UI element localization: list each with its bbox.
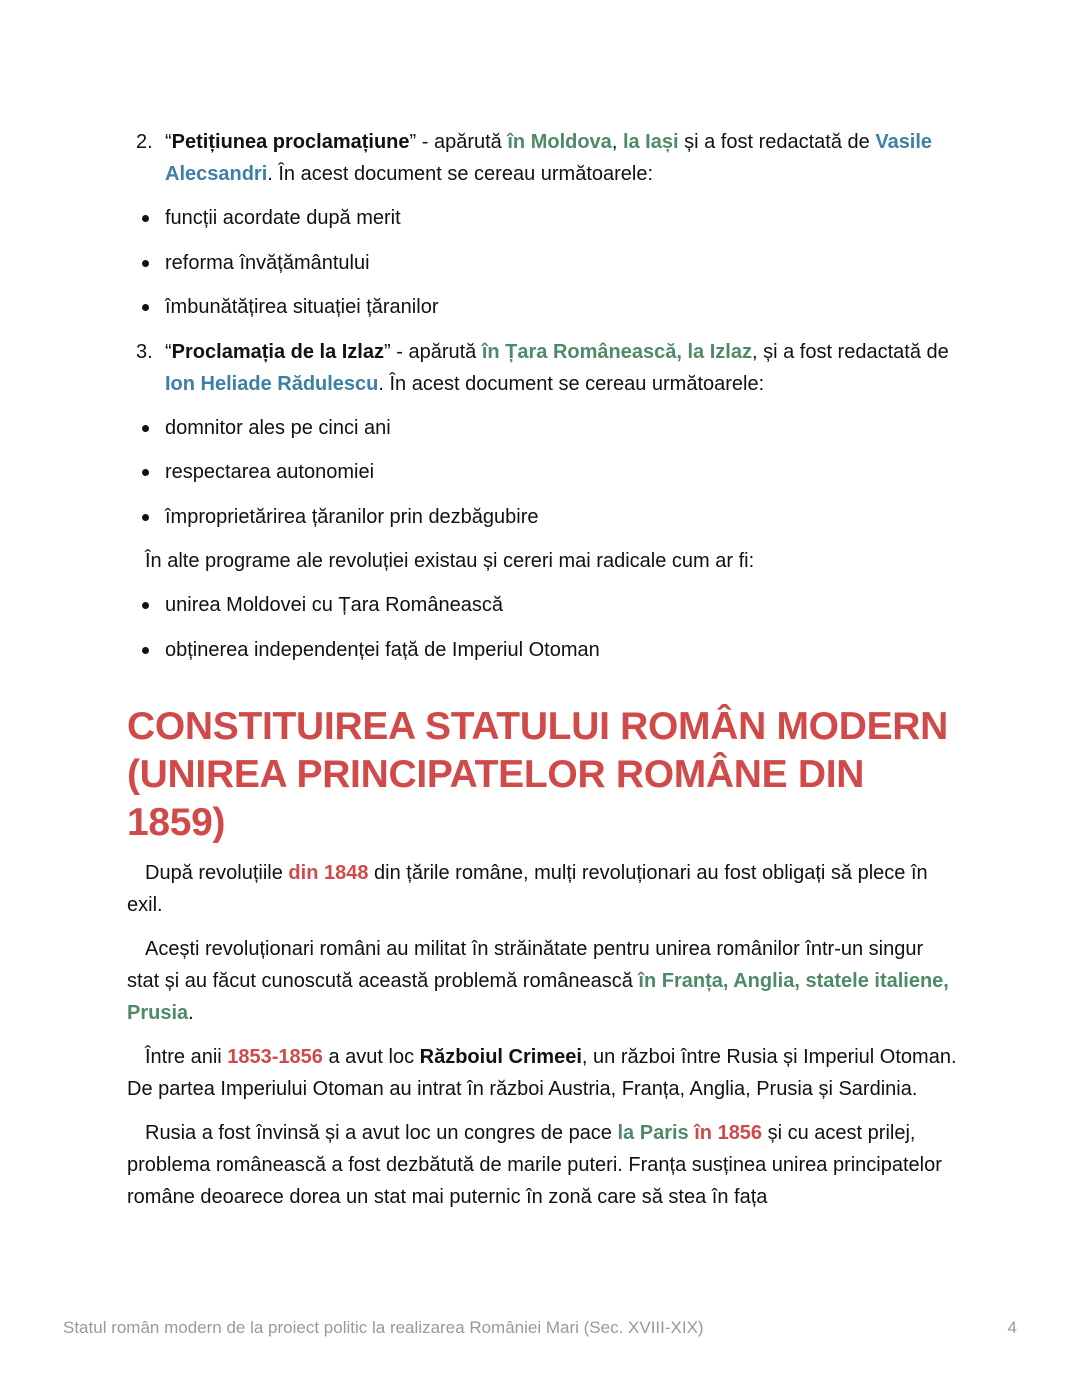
place-highlight: în Franța, Anglia, statele italiene, Prusia [127,969,949,1024]
author-highlight: Ion Heliade Rădulescu [165,372,379,395]
text: După revoluțiile [145,861,289,884]
text: și cu acest prilej, problema românească a fost dezbătută de marile puteri. Franța susținea unirea principatelor române deoarece dorea un stat mai puternic în zonă care să stea în fața [127,1121,942,1208]
bullet-text: funcții acordate după merit [165,207,401,229]
page-number: 4 [1007,1318,1017,1337]
numbered-item-3 [127,336,957,400]
footer-title: Statul român modern de la proiect politic la realizarea României Mari (Sec. XVIII-XIX) [63,1318,704,1337]
date-highlight: în 1856 [694,1121,763,1144]
document-page [127,126,957,1225]
bullet-icon [142,215,149,222]
section-heading: CONSTITUIREA STATULUI ROMÂN MODERN (UNIREA PRINCIPATELOR ROMÂNE DIN 1859) [127,704,949,844]
paragraph [127,1041,957,1105]
numbered-item-2 [127,126,957,190]
paragraph [127,857,957,921]
quote-open: “ [165,340,172,363]
bullet-item [127,501,957,533]
text: din țările române, mulți revoluționari au fost obligați să plece în exil. [127,861,928,916]
text: . În acest document se cereau următoarele: [267,163,654,185]
bullet-icon [142,602,149,609]
place-highlight: în Moldova [507,131,612,153]
document-title: Petițiunea proclamațiune [171,131,410,153]
quote-open: “ [165,131,172,153]
text: - apărută [390,340,482,363]
bullet-icon [142,425,149,432]
bullet-text: obținerea independenței față de Imperiul Otoman [165,638,600,661]
bullet-item [127,634,957,666]
bullet-icon [142,469,149,476]
bullet-icon [142,514,149,521]
bullet-icon [142,260,149,267]
text: Între anii [145,1045,228,1068]
document-title: Proclamația de la Izlaz [171,340,384,363]
bullet-text: reforma învățământului [165,251,370,274]
text: Rusia a fost învinsă și a avut loc un congres de pace [145,1121,618,1144]
text: , și a fost redactată de [751,340,949,363]
text: . [188,1001,194,1024]
text: - apărută [416,131,508,153]
bullet-text: îmbunătățirea situației țăranilor [165,296,439,318]
text: și a fost redactată de [678,131,876,153]
text: , [611,131,623,153]
bullet-text: unirea Moldovei cu Țara Românească [165,594,503,616]
item-number: 3. [136,340,153,363]
text: Acești revoluționari români au militat în străinătate pentru unirea românilor într-un singur stat și au făcut cunoscută această problemă românească [127,937,924,992]
text: a avut loc [322,1045,420,1068]
bullet-item [127,456,957,488]
bullet-item [127,412,957,444]
date-highlight: din 1848 [288,861,369,884]
text: , un război între Rusia și Imperiul Otoman. De partea Imperiului Otoman au intrat în război Austria, Franța, Anglia, Prusia și Sardinia. [127,1045,957,1100]
place-highlight: în Țara Românească, la Izlaz [481,340,752,363]
paragraph [127,1117,957,1213]
bullet-item [127,291,957,323]
paragraph [127,933,957,1029]
bullet-text: domnitor ales pe cinci ani [165,416,391,439]
radical-intro-paragraph: În alte programe ale revoluției existau și cereri mai radicale cum ar fi: [145,550,755,572]
quote-close: ” [409,131,417,153]
item-number: 2. [136,131,153,153]
bullet-text: împroprietărirea țăranilor prin dezbăgubire [165,505,539,528]
quote-close: ” [384,340,391,363]
place-highlight: la Iași [622,131,679,153]
place-highlight: la Paris [617,1121,689,1144]
author-highlight: Vasile Alecsandri [165,131,933,185]
bullet-item [127,247,957,279]
bullet-item [127,589,957,621]
bullet-item [127,202,957,234]
event-highlight: Războiul Crimeei [419,1045,582,1068]
page-footer [63,1318,1017,1338]
date-highlight: 1853-1856 [227,1045,323,1068]
bullet-text: respectarea autonomiei [165,461,375,483]
text: . În acest document se cereau următoarele: [378,372,765,395]
bullet-icon [142,304,149,311]
bullet-icon [142,647,149,654]
